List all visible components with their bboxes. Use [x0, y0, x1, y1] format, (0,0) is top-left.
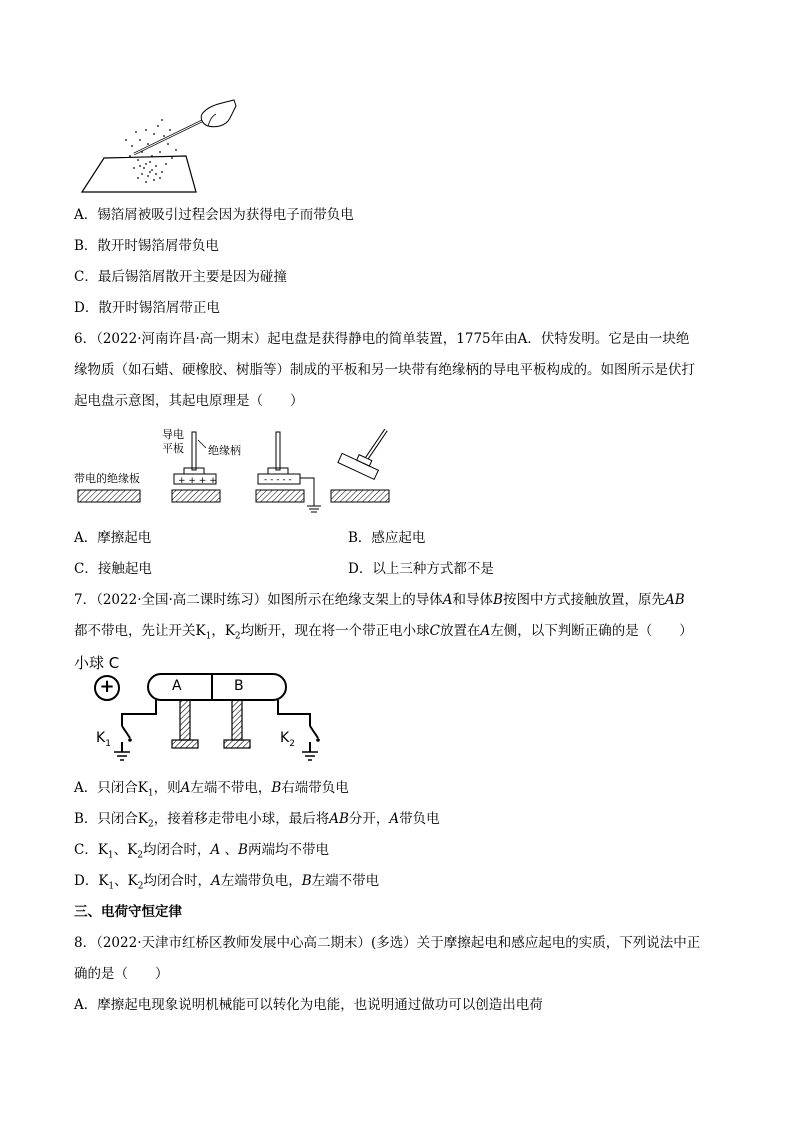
conductor-a-label: A: [172, 678, 182, 694]
ball-c-label: 小球 C: [74, 654, 120, 672]
svg-text:+ + + +: + + + +: [178, 476, 217, 486]
q5-option-a[interactable]: A．锡箔屑被吸引过程会因为获得电子而带负电: [74, 207, 354, 223]
charged-insulating-plate-label: 带电的绝缘板: [74, 472, 140, 485]
q6-stem-line3: 起电盘示意图，其起电原理是（ ）: [74, 393, 304, 409]
q7-option-b[interactable]: B．只闭合$K_2$，接着移走带电小球，最后将AB分开，A带负电: [74, 811, 440, 830]
q8-option-a[interactable]: A．摩擦起电现象说明机械能可以转化为电能，也说明通过做功可以创造出电荷: [74, 997, 543, 1013]
q5-option-d[interactable]: D．散开时锡箔屑带正电: [74, 300, 220, 316]
conductors-ab-figure: [74, 650, 334, 770]
section-heading: 三、电荷守恒定律: [74, 904, 182, 920]
q6-option-b[interactable]: B．感应起电: [348, 530, 426, 546]
svg-text:- - - - -: - - - - -: [264, 475, 292, 485]
plus-sign-icon: +: [99, 676, 115, 697]
q5-option-b[interactable]: B．散开时锡箔屑带负电: [74, 238, 219, 254]
q6-option-a[interactable]: A．摩擦起电: [74, 530, 152, 546]
q6-option-c[interactable]: C．接触起电: [74, 561, 152, 577]
q8-stem-line1: 8．（2022·天津市红桥区教师发展中心高二期末）(多选）关于摩擦起电和感应起电的实质，下列说法中正: [74, 935, 701, 951]
tin-foil-figure: [76, 96, 246, 196]
switch-k2-label: $K_2$: [280, 730, 295, 749]
switch-k1-label: $K_1$: [96, 730, 111, 749]
q7-option-d[interactable]: D．$K_1$、$K_2$均闭合时，A左端带负电，B左端不带电: [74, 873, 380, 892]
q5-option-c[interactable]: C．最后锡箔屑散开主要是因为碰撞: [74, 269, 287, 285]
electrophorus-figure: [74, 428, 404, 518]
insulating-handle-label: 绝缘柄: [208, 444, 241, 457]
q7-option-c[interactable]: C．$K_1$、$K_2$均闭合时，A 、B两端均不带电: [74, 842, 329, 861]
conductive-plate-label: [162, 428, 184, 456]
conductive-plate-label-line1: 导电: [162, 428, 184, 441]
q7-stem-line1: 7．（2022·全国·高二课时练习）如图所示在绝缘支架上的导体A和导体B按图中方式接触放置，原先AB: [74, 592, 685, 608]
q7-stem-line2: 都不带电，先让开关$K_1$，$K_2$均断开，现在将一个带正电小球C放置在A左侧，以下判断正确的是（ ）: [74, 623, 693, 642]
q7-option-a[interactable]: A．只闭合$K_1$，则A左端不带电，B右端带负电: [74, 780, 349, 799]
q6-stem-line2: 缘物质（如石蜡、硬橡胶、树脂等）制成的平板和另一块带有绝缘柄的导电平板构成的。如图所示是伏打: [74, 362, 695, 378]
conductor-b-label: B: [234, 678, 244, 694]
q6-option-d[interactable]: D．以上三种方式都不是: [348, 561, 494, 577]
q6-stem-line1: 6．（2022·河南许昌·高一期末）起电盘是获得静电的简单装置，1775年由A．伏特发明。它是由一块绝: [74, 331, 690, 347]
conductive-plate-label-line2: 平板: [162, 442, 184, 455]
q8-stem-line2: 确的是（ ）: [74, 966, 169, 982]
